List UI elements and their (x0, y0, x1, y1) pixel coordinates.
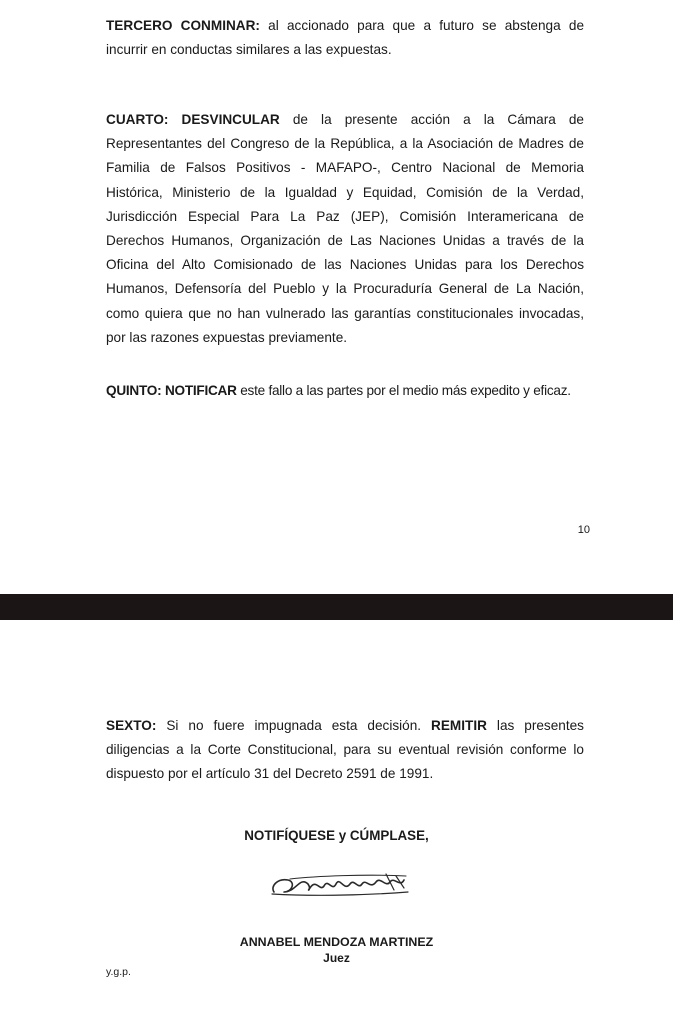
cuarto-label: CUARTO: (106, 112, 169, 127)
judge-name: ANNABEL MENDOZA MARTINEZ (239, 935, 434, 949)
quinto-text: este fallo a las partes por el medio más expedito y eficaz. (236, 383, 571, 398)
sexto-action: REMITIR (431, 718, 487, 733)
page-break-divider (0, 594, 673, 620)
transcriber-initials: y.g.p. (106, 966, 131, 978)
resolution-cuarto (106, 108, 584, 350)
resolution-quinto (106, 379, 584, 403)
page-gap (0, 586, 673, 594)
tercero-text: al accionado para que a futuro se abstenga de incurrir en conductas similares a las expuestas. (106, 18, 585, 58)
resolution-tercero (106, 14, 584, 62)
tercero-label: TERCERO CONMINAR: (106, 18, 260, 33)
page-number: 10 (577, 524, 590, 536)
cuarto-text: de la presente acción a la Cámara de Representantes del Congreso de la República, a la Asociación de Madres de Familia de Falsos Positivos - MAFAPO-, Centro Nacional de Memoria Histórica, Ministerio de la Igualdad y Equidad, Comisión de la Verdad, Jurisdicción Especial Para La Paz (JEP), Comisión Interamericana de Derechos Humanos, Organización de Las Naciones Unidas a través de la Oficina del Alto Comisionado de las Naciones Unidas para los Derechos Humanos, Defensoría del Pueblo y la Procuraduría General de La Nación, como quiera que no han vulnerado las garantías constitucionales invocadas, por las razones expuestas previamente. (106, 112, 584, 345)
quinto-action: NOTIFICAR (164, 383, 237, 398)
signature-image (266, 862, 416, 906)
resolution-sexto (106, 714, 584, 787)
sexto-text-2: las presentes diligencias a la Corte Constitucional, para su eventual revisión conforme lo dispuesto por el artículo 31 del Decreto 2591 de 1991. (106, 718, 584, 782)
sexto-label: SEXTO: (106, 718, 157, 733)
closing-formula: NOTIFÍQUESE y CÚMPLASE, (244, 828, 429, 843)
quinto-label: QUINTO: (106, 383, 162, 398)
cuarto-action: DESVINCULAR (181, 112, 280, 127)
sexto-text-1: Si no fuere impugnada esta decisión. (156, 718, 432, 733)
judge-title: Juez (323, 951, 350, 965)
